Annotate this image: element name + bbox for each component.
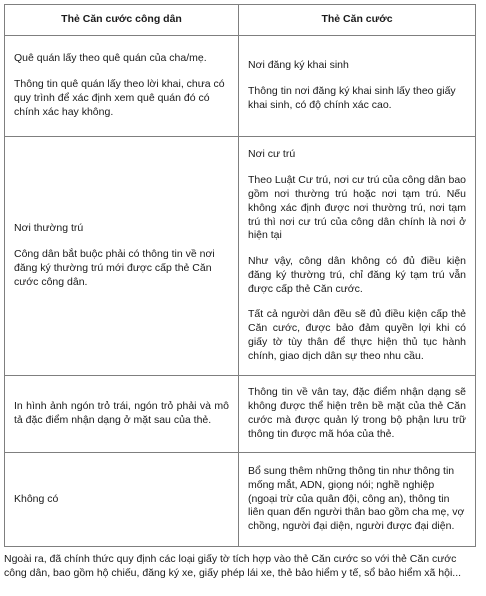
cell-text: Theo Luật Cư trú, nơi cư trú của công dân bao gồm nơi thường trú hoặc nơi tạm trú. Nếu không xác định được nơi thường trú, nơi tạm trú thì nơi cư trú của công dân chính là nơi ở hiện tại <box>248 174 466 242</box>
cell-text: Quê quán lấy theo quê quán của cha/mẹ. <box>14 52 207 65</box>
cell-right <box>239 36 476 137</box>
footnote-paragraph: Ngoài ra, đã chính thức quy định các loại giấy tờ tích hợp vào thẻ Căn cước so với thẻ Căn cước công dân, bao gồm hộ chiếu, đăng ký xe, giấy phép lái xe, thẻ bảo hiểm y tế, sổ bảo hiểm xã hội... <box>4 553 462 579</box>
comparison-table <box>4 4 476 547</box>
cell-text: Thông tin nơi đăng ký khai sinh lấy theo giấy khai sinh, có độ chính xác cao. <box>248 85 456 111</box>
cell-text: Không có <box>14 492 59 505</box>
cell-text: Như vậy, công dân không có đủ điều kiện đăng ký thường trú, chỉ đăng ký tạm trú vẫn được cấp thẻ Căn cước. <box>248 255 466 295</box>
cell-text: Bổ sung thêm những thông tin như thông tin mống mắt, ADN, giọng nói; nghề nghiệp (ngoại trừ của quân đội, công an), thông tin liên quan đến người thân bao gồm cha mẹ, vợ chồng, người đại diện, người được đại diện. <box>248 465 465 533</box>
cell-right <box>239 453 476 547</box>
cell-text: Tất cả người dân đều sẽ đủ điều kiện cấp thẻ Căn cước, được bảo đảm quyền lợi khi có giấy tờ tùy thân để thực hiện thủ tục hành chính, giao dịch dân sự theo nhu cầu. <box>248 308 466 362</box>
cell-text: Nơi đăng ký khai sinh <box>248 59 349 72</box>
cell-text: Công dân bắt buộc phải có thông tin về nơi đăng ký thường trú mới được cấp thẻ Căn cước công dân. <box>14 248 215 288</box>
table-row <box>5 137 476 376</box>
cell-left <box>5 137 239 376</box>
cell-left <box>5 376 239 453</box>
table-row <box>5 36 476 137</box>
cell-text: Nơi cư trú <box>248 148 296 161</box>
cell-text: Thông tin quê quán lấy theo lời khai, chưa có quy trình để xác định xem quê quán đó có chính xác hay không. <box>14 78 225 118</box>
cell-text: In hình ảnh ngón trỏ trái, ngón trỏ phải và mô tả đặc điểm nhận dạng ở mặt sau của thẻ. <box>14 400 229 426</box>
header-cccd: Thẻ Căn cước công dân <box>5 5 239 36</box>
cell-right <box>239 376 476 453</box>
cell-left <box>5 36 239 137</box>
table-row <box>5 376 476 453</box>
header-can-cuoc: Thẻ Căn cước <box>239 5 476 36</box>
cell-right <box>239 137 476 376</box>
table-row <box>5 453 476 547</box>
cell-text: Nơi thường trú <box>14 222 84 235</box>
table-header-row <box>5 5 476 36</box>
cell-left <box>5 453 239 547</box>
cell-text: Thông tin về vân tay, đặc điểm nhận dạng sẽ không được thể hiện trên bề mặt của thẻ Căn cước mà được quản lý trong bộ phận lưu trữ thông tin được mã hóa của thẻ. <box>248 386 466 440</box>
